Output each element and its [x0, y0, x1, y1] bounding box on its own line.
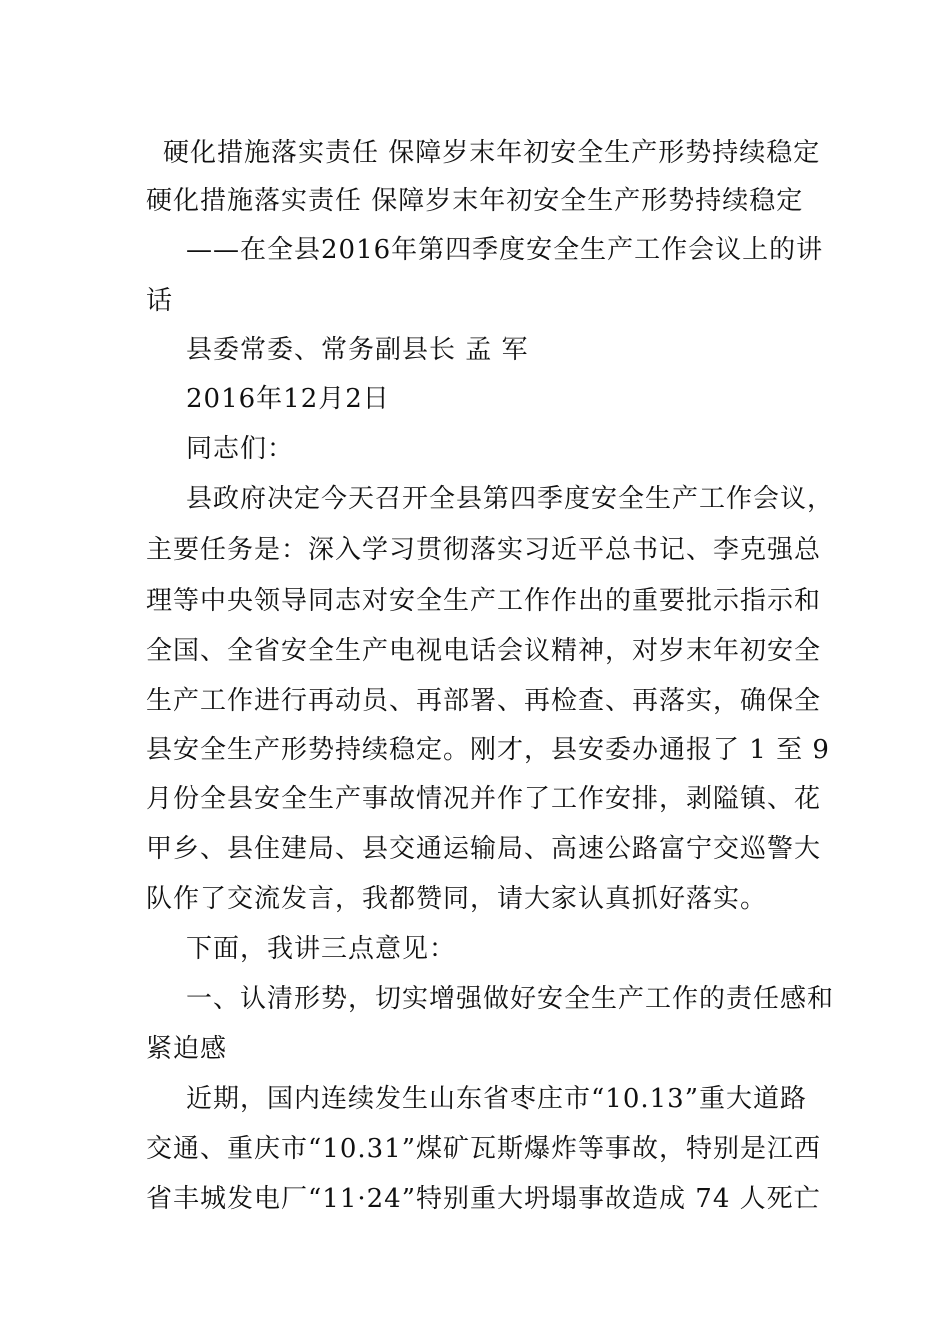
- speaker-line: 县委常委、常务副县长 孟 军: [186, 335, 529, 365]
- section-heading-line: 一、认清形势，切实增强做好安全生产工作的责任感和: [186, 984, 835, 1014]
- paragraph-line: 队作了交流发言，我都赞同，请大家认真抓好落实。: [146, 884, 768, 914]
- paragraph-line: 理等中央领导同志对安全生产工作作出的重要批示指示和: [146, 586, 822, 616]
- paragraph-line: 主要任务是：深入学习贯彻落实习近平总书记、李克强总: [146, 535, 822, 565]
- paragraph-line: 交通、重庆市“10.31”煤矿瓦斯爆炸等事故，特别是江西: [146, 1134, 822, 1164]
- date-line: 2016年12月2日: [186, 384, 390, 414]
- paragraph-line: 省丰城发电厂“11·24”特别重大坍塌事故造成 74 人死亡: [146, 1184, 821, 1214]
- paragraph-line: 月份全县安全生产事故情况并作了工作安排，剥隘镇、花: [146, 784, 822, 814]
- header-title: 硬化措施落实责任 保障岁末年初安全生产形势持续稳定: [163, 138, 821, 168]
- document-title: 硬化措施落实责任 保障岁末年初安全生产形势持续稳定: [146, 186, 804, 216]
- section-heading-line: 紧迫感: [146, 1034, 228, 1064]
- paragraph-line: 下面，我讲三点意见：: [186, 934, 457, 964]
- paragraph-line: 甲乡、县住建局、县交通运输局、高速公路富宁交巡警大: [146, 834, 822, 864]
- paragraph-line: 全国、全省安全生产电视电话会议精神，对岁末年初安全: [146, 636, 822, 666]
- paragraph-line: 县安全生产形势持续稳定。刚才，县安委办通报了 1 至 9: [146, 735, 830, 765]
- paragraph-line: 生产工作进行再动员、再部署、再检查、再落实，确保全: [146, 686, 822, 716]
- subtitle-line-2: 话: [146, 286, 174, 316]
- paragraph-line: 县政府决定今天召开全县第四季度安全生产工作会议，: [186, 484, 835, 514]
- subtitle-line-1: ——在全县2016年第四季度安全生产工作会议上的讲: [186, 235, 824, 265]
- salutation: 同志们：: [186, 434, 295, 464]
- paragraph-line: 近期，国内连续发生山东省枣庄市“10.13”重大道路: [186, 1084, 808, 1114]
